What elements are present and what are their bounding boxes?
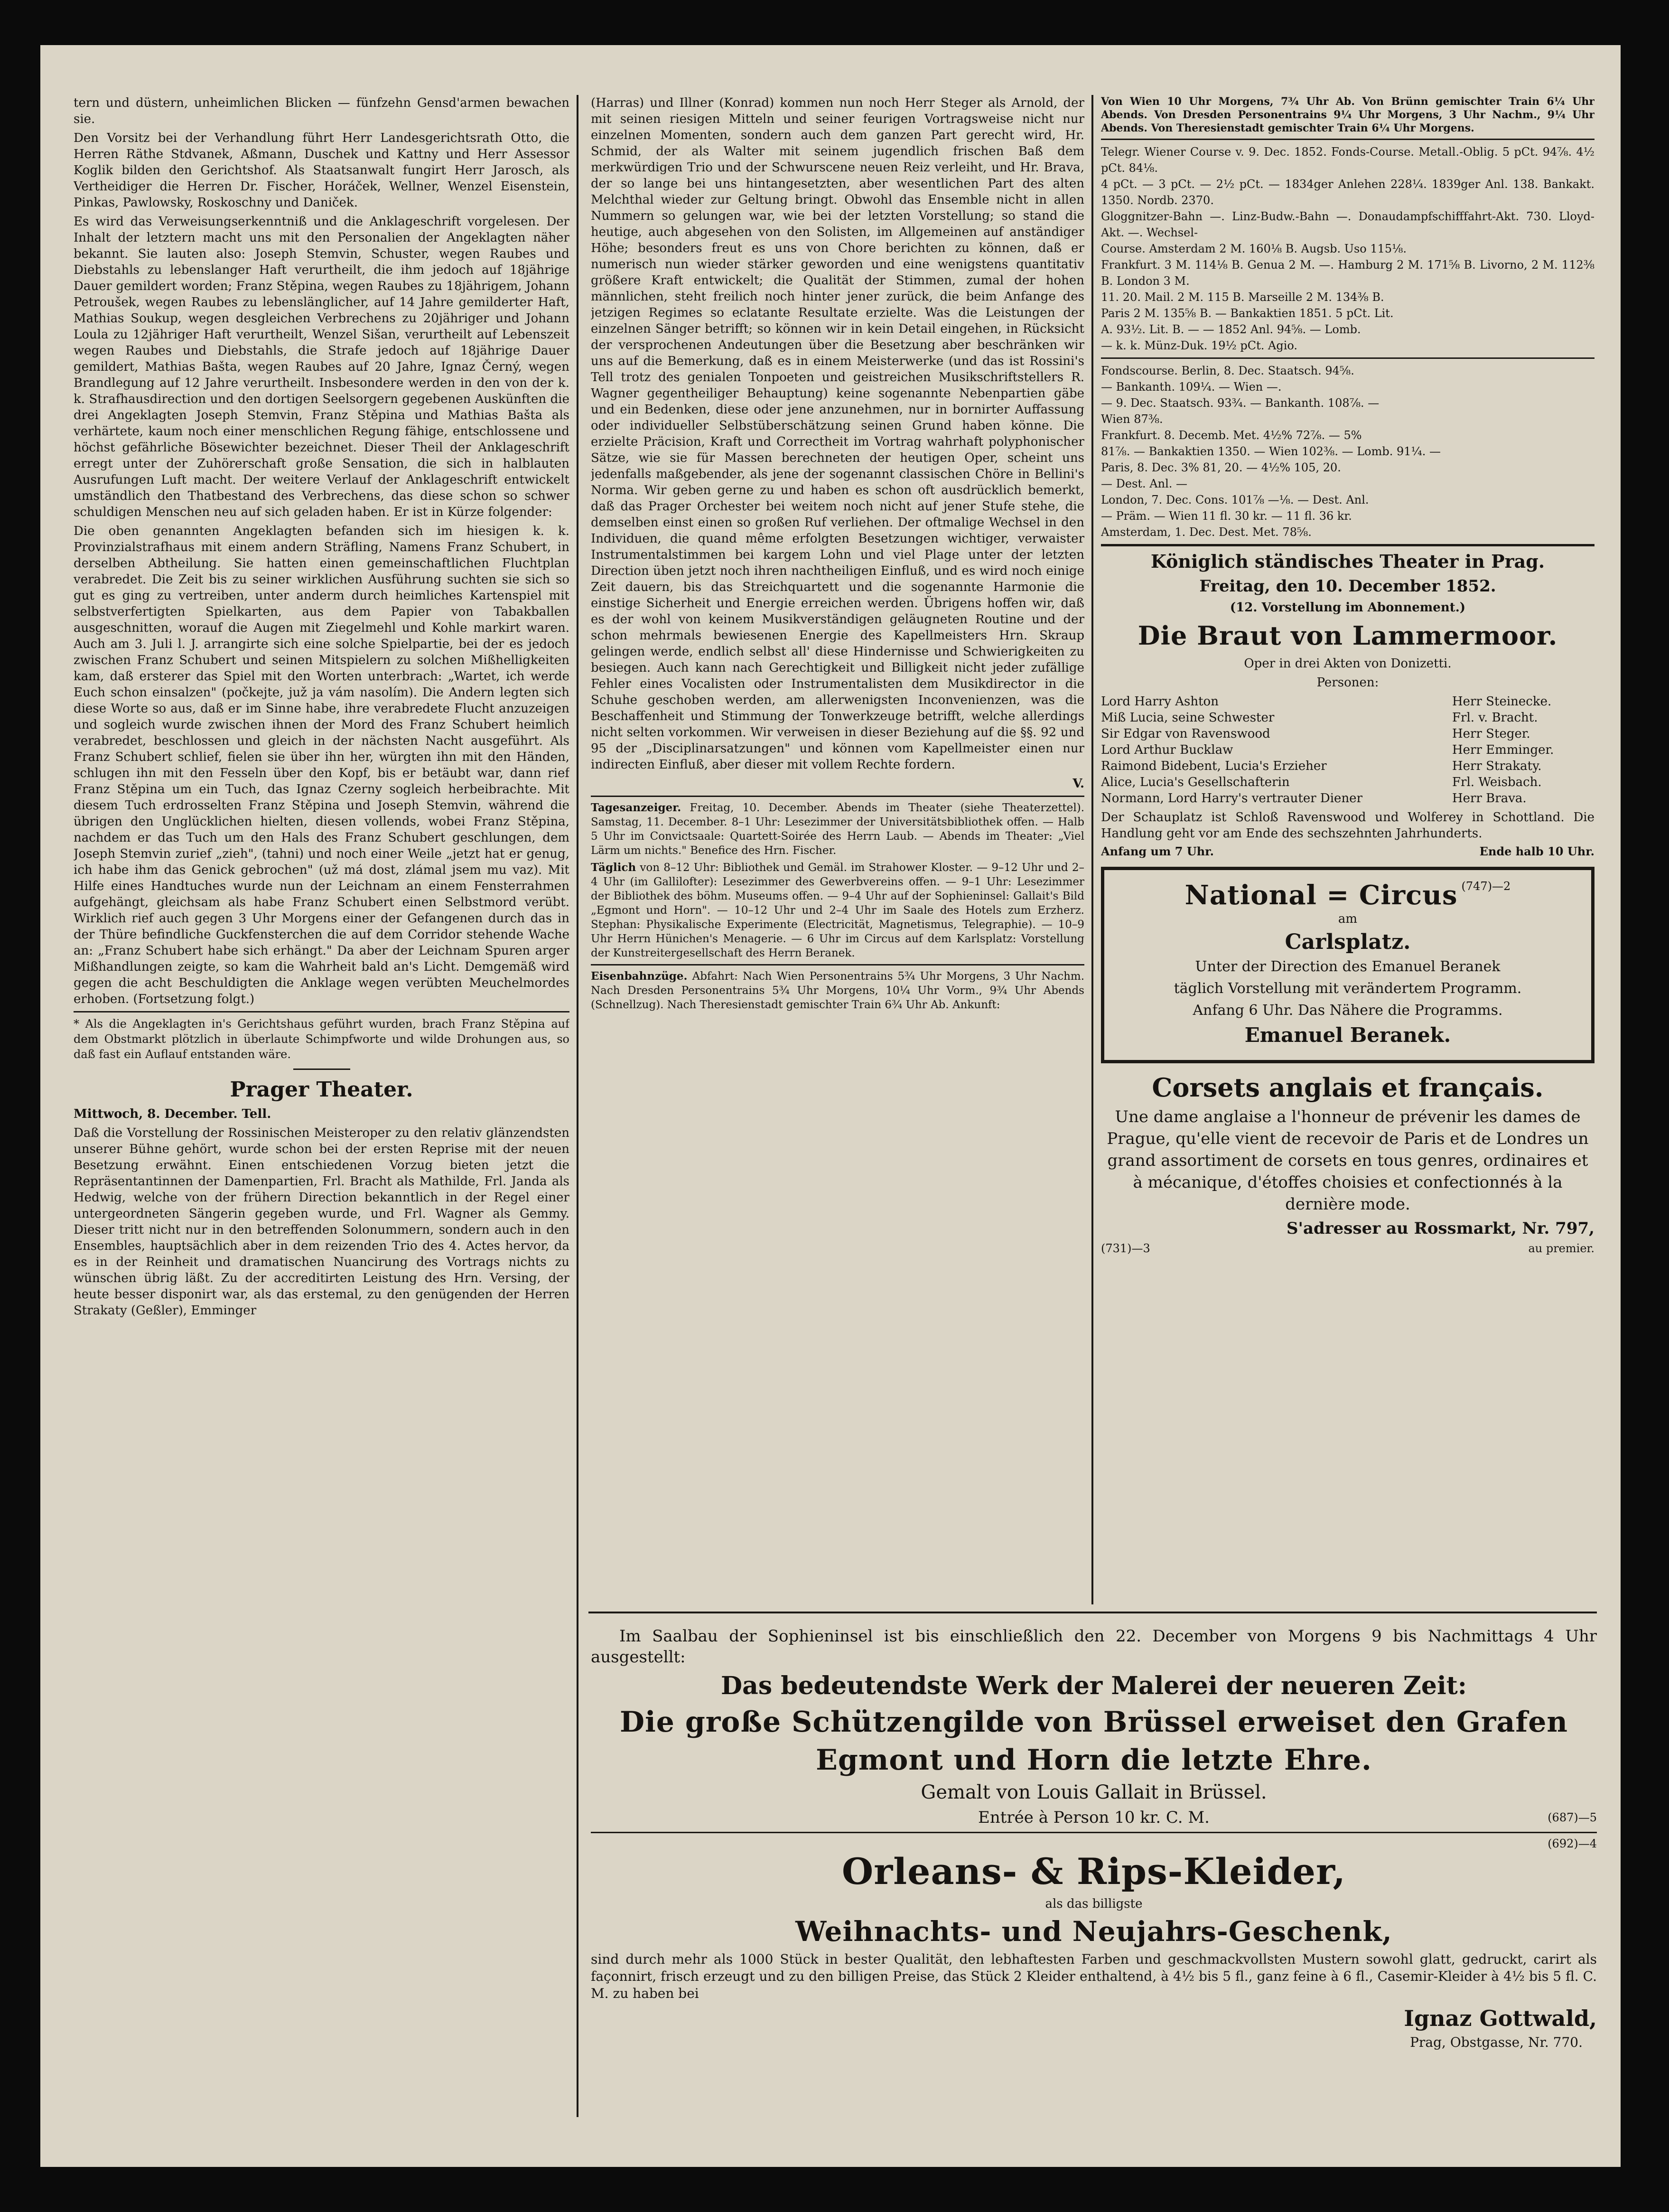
theater-playbill xyxy=(1101,550,1594,858)
divider xyxy=(591,1832,1597,1833)
course-line: — Präm. — Wien 11 fl. 30 kr. — 11 fl. 36 kr. xyxy=(1101,509,1352,523)
end-time: Ende halb 10 Uhr. xyxy=(1479,844,1594,858)
cast-actor: Herr Strakaty. xyxy=(1452,759,1542,773)
cast-row xyxy=(1101,774,1594,790)
divider xyxy=(591,964,1084,965)
cast-actor: Frl. Weisbach. xyxy=(1452,775,1542,789)
corsets-advertisement xyxy=(1101,1072,1594,1255)
circus-am: am xyxy=(1338,912,1358,926)
newspaper-page xyxy=(40,45,1621,2167)
painter-credit: Gemalt von Louis Gallait in Brüssel. xyxy=(921,1781,1267,1803)
article-paragraph: Die oben genannten Angeklagten befanden sich im hiesigen k. k. Provinzialstrafhaus mit einem andern Sträfling, Namens Franz Schubert, in derselben Abtheilung. Sie hatten einen gemeinschaftlichen Fluchtplan verabredet. Die Zeit bis zu seiner wirklichen Ausführung suchten sie sich so gut es ging zu vertreiben, unter anderm durch heimliches Kartenspiel mit selbstverfertigten Spielkarten, aus dem Papier von Tabakballen ausgeschnitten, worauf die Augen mit Ziegelmehl und Kohle markirt waren. Auch am 3. Juli l. J. arrangirte sich eine solche Spielpartie, bei der es jedoch zwischen Franz Schubert und seinen Mitspielern zu solchen Mißhelligkeiten kam, daß ersterer das Spiel mit den Worten unterbrach: „Wartet, ich werde Euch schon einsalzen" (počkejte, juž ja vám nasolím). Die Andern legten sich diese Worte so aus, daß er im Sinne habe, ihre verabredete Flucht anzuzeigen und sogleich wurde zwischen ihnen der Mord des Franz Schubert heimlich verabredet, beschlossen und gleich in der nächsten Nacht ausgeführt. Als Franz Schubert schlief, fielen sie über ihn her, würgten ihn mit den Händen, schlugen ihn mit den Fesseln über den Kopf, bis er betäubt war, dann rief Franz Stěpina um ein Tuch, das Ignaz Czerny sogleich herbeibrachte. Mit diesem Tuch erdrosselten Franz Stěpina und Joseph Stemvin, während die übrigen den Unglücklichen hielten, diesen vollends, wobei Franz Stěpina, nachdem er das Tuch um den Hals des Franz Schubert geschlungen, dem Joseph Stemvin zurief „zieh", (tahni) und noch einer Weile „jetzt hat er genug, ich habe ihm das Genick gebrochen" (už má dost, zlámal jsem mu vaz). Mit Hilfe eines Handtuches wurde nun der Leichnam an einem Fensterrahmen aufgehängt, gleichsam als habe Franz Schubert einen Selbstmord verübt. Wirklich rief auch gegen 3 Uhr Morgens einer der Gefangenen durch das in der Thüre befindliche Guckfensterchen die auf dem Corridor stehende Wache an: „Franz Schubert habe sich erhängt." Da aber der Leichnam Spuren arger Mißhandlungen zeigte, so kam die Wahrheit bald an's Licht. Demgemäß wird gegen die acht Beschuldigten die Anklage wegen verübten Meuchelmordes erhoben. (Fortsetzung folgt.) xyxy=(74,524,569,1006)
circus-title: National = Circus xyxy=(1184,880,1458,911)
course-line: — k. k. Münz-Duk. 19½ pCt. Agio. xyxy=(1101,339,1298,352)
theater-name: Königlich ständisches Theater in Prag. xyxy=(1150,551,1545,572)
cast-role: Raimond Bidebent, Lucia's Erzieher xyxy=(1101,759,1327,773)
corsets-address: S'adresser au Rossmarkt, Nr. 797, xyxy=(1287,1219,1594,1238)
railway-schedule xyxy=(591,969,1084,1012)
course-line: 11. 20. Mail. 2 M. 115 B. Marseille 2 M. 134⅜ B. xyxy=(1101,291,1384,304)
divider xyxy=(293,1069,350,1070)
circus-ref: (747)—2 xyxy=(1461,880,1511,893)
exhibition-notice: Im Saalbau der Sophieninsel ist bis einschließlich den 22. December von Morgens 9 bis Nachmittags 4 Uhr ausgestellt: xyxy=(591,1627,1597,1667)
cast-role: Normann, Lord Harry's vertrauter Diener xyxy=(1101,791,1363,806)
cast-actor: Frl. v. Bracht. xyxy=(1452,711,1538,725)
abonnement-note: (12. Vorstellung im Abonnement.) xyxy=(1230,600,1466,615)
course-line: Amsterdam, 1. Dec. Dest. Met. 78⅝. xyxy=(1101,525,1312,539)
column-middle xyxy=(591,95,1084,1607)
course-line: Fondscourse. Berlin, 8. Dec. Staatsch. 94⅝. xyxy=(1101,364,1354,377)
tagesanzeiger xyxy=(591,801,1084,960)
cast-row xyxy=(1101,758,1594,774)
cast-heading: Personen: xyxy=(1316,675,1379,690)
course-line: A. 93½. Lit. B. — — 1852 Anl. 94⅝. — Lomb. xyxy=(1101,323,1361,336)
course-line: Paris 2 M. 135⅝ B. — Bankaktien 1851. 5 pCt. Lit. xyxy=(1101,307,1394,320)
course-line: Gloggnitzer-Bahn —. Linz-Budw.-Bahn —. Donaudampfschifffahrt-Akt. 730. Lloyd-Akt. —. Wechsel- xyxy=(1101,210,1594,239)
column-rule xyxy=(577,95,578,2117)
cast-actor: Herr Emminger. xyxy=(1452,743,1554,757)
cast-role: Miß Lucia, seine Schwester xyxy=(1101,711,1275,725)
corsets-footer xyxy=(1101,1242,1594,1255)
course-line: Frankfurt. 8. Decemb. Met. 4½% 72⅞. — 5% xyxy=(1101,429,1362,442)
opera-title: Die Braut von Lammermoor. xyxy=(1138,620,1558,651)
circus-start: Anfang 6 Uhr. Das Nähere die Programms. xyxy=(1193,1002,1503,1019)
cast-role: Lord Harry Ashton xyxy=(1101,694,1219,709)
course-line: 4 pCt. — 3 pCt. — 2½ pCt. — 1834ger Anlehen 228¼. 1839ger Anl. 138. Bankakt. 1350. Nordb. 2370. xyxy=(1101,178,1594,207)
daily-label: Täglich xyxy=(591,861,636,874)
cast-actor: Herr Steinecke. xyxy=(1452,694,1552,709)
entree-row xyxy=(591,1807,1597,1828)
course-line: London, 7. Dec. Cons. 101⅞ —⅛. — Dest. Anl. xyxy=(1101,493,1369,506)
course-line: — Dest. Anl. — xyxy=(1101,477,1188,490)
course-line: — 9. Dec. Staatsch. 93¾. — Bankanth. 108⅞. — xyxy=(1101,396,1380,410)
review-text: Daß die Vorstellung der Rossinischen Meisteroper zu den relativ glänzendsten unserer Bühne gehört, wurde schon bei der ersten Reprise mit der neuen Besetzung erwähnt. Einen entschiedenen Vorzug bieten jetzt die Repräsentantinnen der Damenpartien, Frl. Bracht als Mathilde, Frl. Janda als Hedwig, welche von der frühern Direction bekanntlich in der Regel einer untergeordneten Sängerin gegeben wurde, und Frl. Wagner als Gemmy. Dieser tritt nicht nur in den betreffenden Solonummern, sondern auch in den Ensembles, hauptsächlich aber in dem reizenden Trio des 4. Actes hervor, da es in der Reinheit und dramatischen Nuancirung des Vortrags nichts zu wünschen übrig läßt. Zu der accreditirten Leistung des Hrn. Versing, der heute besser disponirt war, als das erstemal, zu den genügenden der Herren Strakaty (Geßler), Emminger xyxy=(74,1126,569,1318)
entree-price: Entrée à Person 10 kr. C. M. xyxy=(978,1808,1210,1827)
course-line: Course. Amsterdam 2 M. 160⅛ B. Augsb. Uso 115⅛. xyxy=(1101,242,1407,255)
corsets-ref: (731)—3 xyxy=(1101,1242,1150,1255)
vienna-course xyxy=(1101,144,1594,354)
rail-label: Eisenbahnzüge. xyxy=(591,970,688,983)
circus-direction: Unter der Direction des Emanuel Beranek xyxy=(1195,958,1501,975)
divider xyxy=(1101,139,1594,140)
daily-text: von 8–12 Uhr: Bibliothek und Gemäl. im Strahower Kloster. — 9–12 Uhr und 2–4 Uhr (im Gallilofter): Lesezimmer des Gewerbvereins offen. — 9–1 Uhr: Lesezimmer der Bibliothek des böhm. Museums offen. — 9–4 Uhr auf der Sophieninsel: Gallait's Bild „Egmont und Horn". — 10–12 Uhr und 2–4 Uhr im Saale des Hotels zum Erzherz. Stephan: Physikalische Experimente (Electricität, Magnetismus, Telegraphie). — 10–9 Uhr Herrn Hünichen's Menagerie. — 6 Uhr im Circus auf dem Karlsplatz: Vorstellung der Kunstreitergesellschaft des Herrn Beranek. xyxy=(591,862,1084,959)
course-line: Telegr. Wiener Course v. 9. Dec. 1852. Fonds-Course. Metall.-Oblig. 5 pCt. 94⅞. 4½ pCt. 84⅛. xyxy=(1101,145,1594,175)
course-line: Frankfurt. 3 M. 114⅛ B. Genua 2 M. —. Hamburg 2 M. 171⅝ B. Livorno, 2 M. 112⅜ B. London 3 M. xyxy=(1101,258,1594,288)
course-line: — Bankanth. 109¼. — Wien —. xyxy=(1101,380,1282,394)
article-paragraph: (Harras) und Illner (Konrad) kommen nun noch Herr Steger als Arnold, der mit seinen riesigen Mitteln und seiner feurigen Vortragsweise nicht nur einzelnen Momenten, sondern auch dem ganzen Part gerecht wird, Hr. Schmid, der als Walter mit seinem jugendlich frischen Baß dem merkwürdigen Trio und der Schwurscene neuen Reiz verleiht, und Hr. Brava, der so lange bei uns hintangesetzten, aber wesentlichen Part des alten Melchthal wieder zur Geltung bringt. Obwohl das Ensemble nicht in allen Nummern so gelungen war, wie bei der letzten Vorstellung; so stand die heutige, auch abgesehen von den Solisten, im Allgemeinen auf anständiger Höhe; besonders freut es uns von Chore berichten zu können, daß er numerisch nun wieder stärker geworden und eine wenigstens quantitativ größere Kraft entwickelt; die Qualität der Stimmen, zumal der hohen männlichen, steht freilich noch hinter jener zurück, die beim Anfange des jetzigen Regimes so eclatante Resultate erzielte. Was die Leistungen der einzelnen Sänger betrifft; so können wir in kein Detail eingehen, in Rücksicht der versprochenen Andeutungen über die Besetzung aber beschränken wir uns auf die Bemerkung, daß es in einem Meisterwerke (und das ist Rossini's Tell trotz des genialen Tonpoeten und geistreichen Musikschriftstellers R. Wagner gegentheiliger Behauptung) keine sogenannte Nebenpartien gäbe und ein Bedenken, diese oder jene anzunehmen, nur in bornirter Auffassung oder individueller Selbstüberschätzung seinen Grund haben könne. Die erzielte Präcision, Kraft und Correctheit im Vortrag wahrhaft polyphonischer Sätze, wie sie für Massen berechneten der heutigen Oper, scheint uns jedenfalls maßgebender, als jene der sogenannt classischen Chöre in Bellini's Norma. Wir geben gerne zu und haben es schon oft ausdrücklich bemerkt, daß das Prager Orchester bei weitem noch nicht auf jener Stufe stehe, die demselben einst einen so großen Ruf verliehen. Der oftmalige Wechsel in den Individuen, die quand même erfolgten Besetzungen wichtiger, verwaister Instrumentalstimmen bei kargem Lohn und viel Plage unter der letzten Direction üben jetzt noch ihren nachtheiligen Einfluß, und es wird noch einige Zeit dauern, bis das Streichquartett und die sogenannte Harmonie die einstige Sicherheit und Energie erreichen werden. Übrigens hoffen wir, daß es der wohl von keinem Musikverständigen geläugneten Routine und der schon mehrmals bewiesenen Energie des Kapellmeisters Hrn. Skraup gelingen werde, endlich selbst all' diese Hindernisse und Schwierigkeiten zu besiegen. Auch kann nach Gerechtigkeit und Billigkeit nicht jeder zufällige Fehler eines Vocalisten oder Instrumentalisten dem Musikdirector in die Schuhe geschoben werden, am allerwenigsten Inconvenienzen, was die Beschaffenheit und Stimmung der Tonwerkzeuge betrifft, welche allerdings nicht selten vorkommen. Wir verweisen in dieser Beziehung auf die §§. 92 und 95 der „Disciplinarsatzungen" und können vom Kapellmeister einen nur indirecten Einfluß, aber dieser mit vollem Rechte fordern. xyxy=(591,96,1084,772)
exhibition-headline: Das bedeutendste Werk der Malerei der neueren Zeit: xyxy=(721,1671,1467,1700)
start-time: Anfang um 7 Uhr. xyxy=(1101,844,1214,858)
exhibition-headline: Die große Schützengilde von Brüssel erweiset den Grafen xyxy=(619,1706,1568,1739)
article-paragraph: Den Vorsitz bei der Verhandlung führt Herr Landesgerichtsrath Otto, die Herren Räthe Stdvanek, Aßmann, Duschek und Kattny und Herr Assessor Koglik bilden den Gerichtshof. Als Staatsanwalt fungirt Herr Jarosch, als Vertheidiger die Herren Dr. Fischer, Horáček, Wellner, Wenzel Eisenstein, Pinkas, Pawlowsky, Roskoschny und Daniček. xyxy=(74,131,569,210)
column-right xyxy=(1101,95,1594,1604)
cast-actor: Herr Brava. xyxy=(1452,791,1527,806)
circus-signature: Emanuel Beranek. xyxy=(1244,1023,1451,1047)
section-rule xyxy=(588,1612,1597,1613)
article-paragraph: Es wird das Verweisungserkenntniß und die Anklageschrift vorgelesen. Der Inhalt der letztern macht uns mit den Personalien der Angeklagten näher bekannt. Sie lauten also: Joseph Stemvin, Schuster, wegen Raubes und Diebstahls zu lebenslanger Haft verurtheilt, die ihm jedoch auf 18jährige Dauer gemildert worden; Franz Stěpina, wegen Raubes zu 18jährigem, Johann Petroušek, wegen Raubes zu lebenslänglicher, auf 14 Jahre gemilderter Haft, Mathias Soukup, wegen desgleichen Verbrechens zu 20jähriger und Johann Loula zu 12jähriger Haft verurtheilt, Wenzel Sišan, verurtheilt auf Lebenszeit wegen Raubes und Diebstahls, die Strafe jedoch auf 18jährige Dauer gemildert, Mathias Bašta, wegen Raubes auf 20 Jahre, Ignaz Černý, wegen Brandlegung auf 12 Jahre verurtheilt. Insbesondere werden in den von der k. k. Strafhausdirection und den dortigen Seelsorgern gegebenen Auskünften die drei Angeklagten Joseph Stemvin, Franz Stěpina und Mathias Bašta als verhärtete, kaum noch einer menschlichen Regung fähige, entschlossene und höchst gefährliche Bösewichter bezeichnet. Dieser Theil der Anklageschrift erregt unter der Zuhörerschaft große Sensation, die sich in halblauten Ausrufungen Luft macht. Der weitere Verlauf der Anklageschrift entwickelt umständlich den Thatbestand des Verbrechens, das diese schon so schwer schuldigen Menschen neu auf sich geladen haben. Er ist in Kürze folgender: xyxy=(74,215,569,519)
cast-row xyxy=(1101,694,1594,710)
signature: V. xyxy=(1072,777,1084,791)
cast-role: Sir Edgar von Ravenswood xyxy=(1101,727,1270,741)
kleider-headline: Orleans- & Rips-Kleider, xyxy=(842,1850,1346,1893)
tages-text: Freitag, 10. December. Abends im Theater (siehe Theaterzettel). Samstag, 11. December. 8–1 Uhr: Lesezimmer der Universitätsbibliothek offen. — Halb 5 Uhr im Convictsaale: Quartett-Soirée des Herrn Laub. — Abends im Theater: „Viel Lärm um nichts." Benefice des Hrn. Fischer. xyxy=(591,802,1084,857)
kleider-text: sind durch mehr als 1000 Stück in bester Qualität, den lebhaftesten Farben und geschmackvollsten Mustern sowohl glatt, gedruckt, carirt als façonnirt, frisch erzeugt und zu den billigen Preise, das Stück 2 Kleider enthaltend, à 4½ bis 5 fl., ganz feine à 6 fl., Casemir-Kleider à 4½ bis 5 fl. C. M. zu haben bei xyxy=(591,1951,1597,2001)
section-heading: Prager Theater. xyxy=(230,1078,413,1102)
cast-row xyxy=(1101,790,1594,806)
circus-advertisement xyxy=(1101,867,1594,1063)
ref-row xyxy=(591,1837,1597,1850)
time-row xyxy=(1101,844,1594,858)
gift-headline: Weihnachts- und Neujahrs-Geschenk, xyxy=(795,1915,1392,1948)
foreign-course xyxy=(1101,363,1594,540)
course-line: Paris, 8. Dec. 3% 81, 20. — 4½% 105, 20. xyxy=(1101,461,1341,474)
circus-place: Carlsplatz. xyxy=(1285,930,1411,954)
performance-date: Freitag, den 10. December 1852. xyxy=(1199,577,1496,596)
merchant-address: Prag, Obstgasse, Nr. 770. xyxy=(1410,2034,1583,2050)
kleider-sub: als das billigste xyxy=(1045,1897,1143,1911)
scene-note: Der Schauplatz ist Schloß Ravenswood und Wolferey in Schottland. Die Handlung geht vor am Ende des sechszehnten Jahrhunderts. xyxy=(1101,810,1594,841)
ad-ref: (687)—5 xyxy=(1548,1811,1597,1824)
circus-title-row xyxy=(1114,880,1582,911)
corsets-title: Corsets anglais et français. xyxy=(1152,1072,1544,1103)
cast-role: Alice, Lucia's Gesellschafterin xyxy=(1101,775,1290,789)
merchant-name: Ignaz Gottwald, xyxy=(1404,2006,1597,2031)
footnote: * Als die Angeklagten in's Gerichtshaus geführt wurden, brach Franz Stěpina auf dem Obstmarkt plötzlich in überlaute Schimpfworte und wilde Drohungen aus, so daß fast ein Auflauf entstanden wäre. xyxy=(74,1017,569,1061)
exhibition-and-ads xyxy=(591,1626,1597,2124)
exhibition-headline: Egmont und Horn die letzte Ehre. xyxy=(816,1743,1372,1777)
train-arrivals: Von Wien 10 Uhr Morgens, 7¾ Uhr Ab. Von Brünn gemischter Train 6¼ Uhr Abends. Von Dresden Personentrains 9¼ Uhr Morgens, 3 Uhr Nachm., 9¼ Uhr Abends. Von Theresienstadt gemischter Train 6¼ Uhr Morgens. xyxy=(1101,95,1594,134)
divider xyxy=(591,796,1084,797)
article-paragraph: tern und düstern, unheimlichen Blicken — fünfzehn Gensd'armen bewachen sie. xyxy=(74,96,569,126)
course-line: 81⅞. — Bankaktien 1350. — Wien 102⅜. — Lomb. 91¼. — xyxy=(1101,445,1441,458)
cast-row xyxy=(1101,742,1594,758)
column-rule xyxy=(1091,95,1093,1604)
divider xyxy=(1101,544,1594,546)
corsets-floor: au premier. xyxy=(1528,1242,1594,1255)
cast-row xyxy=(1101,726,1594,742)
cast-row xyxy=(1101,710,1594,726)
corsets-text: Une dame anglaise a l'honneur de prévenir les dames de Prague, qu'elle vient de recevoir de Paris et de Londres un grand assortiment de corsets en tous genres, ordinaires et à mécanique, d'étoffes choisies et confectionnés à la dernière mode. xyxy=(1107,1107,1589,1214)
cast-list xyxy=(1101,694,1594,806)
divider xyxy=(74,1011,569,1012)
column-left xyxy=(74,95,569,2122)
course-line: Wien 87⅜. xyxy=(1101,412,1163,426)
review-date: Mittwoch, 8. December. Tell. xyxy=(74,1107,271,1121)
circus-daily: täglich Vorstellung mit verändertem Programm. xyxy=(1174,980,1522,997)
tages-label: Tagesanzeiger. xyxy=(591,801,681,814)
rail-text: Abfahrt: Nach Wien Personentrains 5¾ Uhr Morgens, 3 Uhr Nachm. Nach Dresden Personentrains 5¾ Uhr Morgens, 10¼ Uhr Vorm., 9¾ Uhr Abends (Schnellzug). Nach Theresienstadt gemischter Train 6¾ Uhr Ab. Ankunft: xyxy=(591,970,1084,1011)
ad-ref: (692)—4 xyxy=(1548,1837,1597,1850)
cast-actor: Herr Steger. xyxy=(1452,727,1530,741)
cast-role: Lord Arthur Bucklaw xyxy=(1101,743,1233,757)
opera-subtitle: Oper in drei Akten von Donizetti. xyxy=(1244,656,1452,671)
divider xyxy=(1101,357,1594,359)
